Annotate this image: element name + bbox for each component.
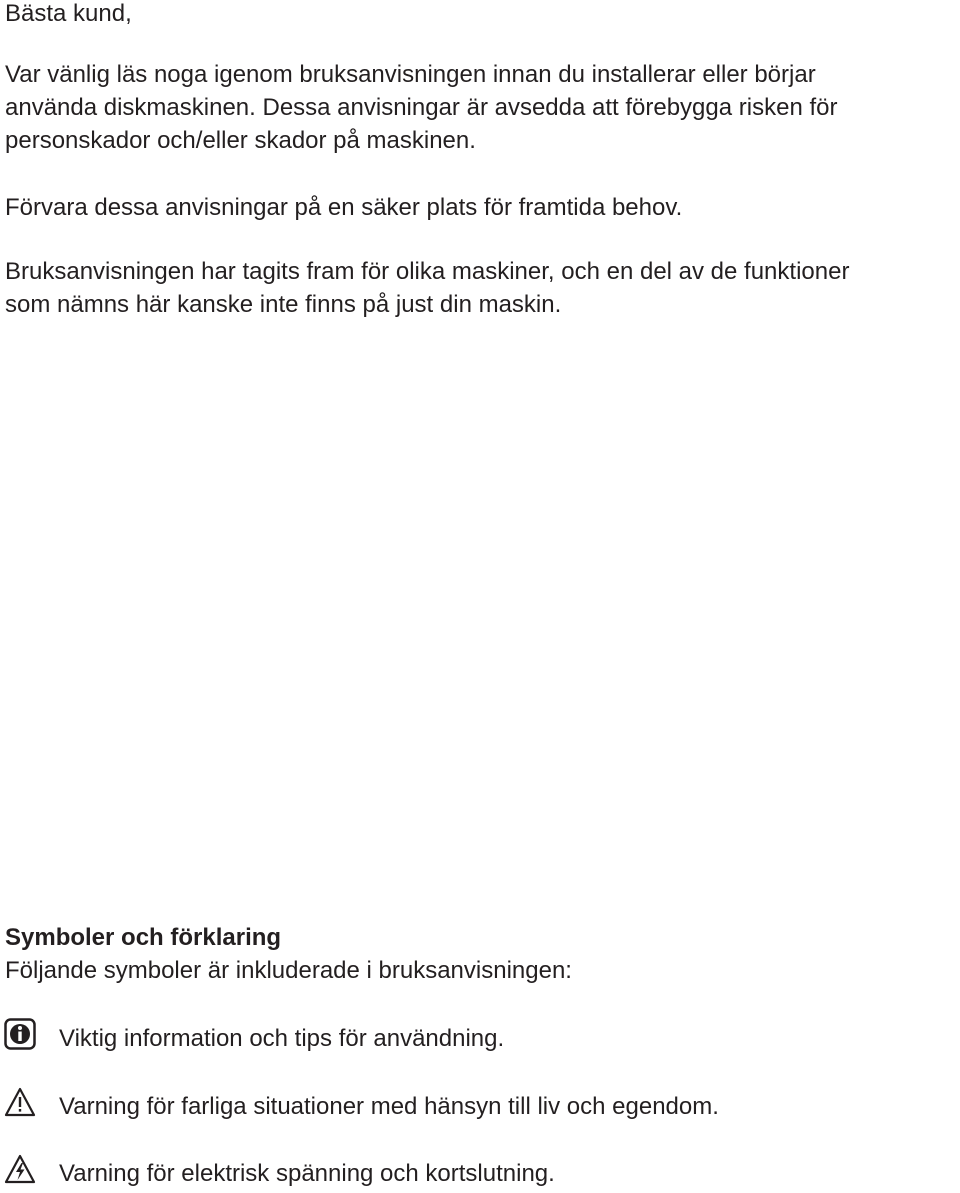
warning-icon [4,1086,36,1118]
legend-text: Viktig information och tips för användning. [59,1025,505,1052]
electrical-warning-icon [4,1153,36,1185]
legend-text: Varning för elektrisk spänning och kortslutning. [59,1160,555,1187]
legend-text: Varning för farliga situationer med hänsyn till liv och egendom. [59,1093,719,1120]
info-icon [4,1018,36,1050]
legend-item-electrical-warning [0,1153,960,1193]
paragraph-line: Var vänlig läs noga igenom bruksanvisningen innan du installerar eller börjar [5,61,816,88]
paragraph-line: Bruksanvisningen har tagits fram för olika maskiner, och en del av de funktioner [5,258,850,285]
paragraph-line: personskador och/eller skador på maskinen. [5,127,476,154]
symbols-heading: Symboler och förklaring [5,924,282,951]
symbols-subheading: Följande symboler är inkluderade i bruksanvisningen: [5,957,572,984]
paragraph-line: som nämns här kanske inte finns på just din maskin. [5,291,562,318]
legend-item-warning [0,1086,960,1126]
paragraph-line: använda diskmaskinen. Dessa anvisningar är avsedda att förebygga risken för [5,94,838,121]
greeting: Bästa kund, [5,0,132,27]
intro-paragraph-2: Förvara dessa anvisningar på en säker plats för framtida behov. [5,194,683,221]
legend-item-info [0,1018,960,1058]
